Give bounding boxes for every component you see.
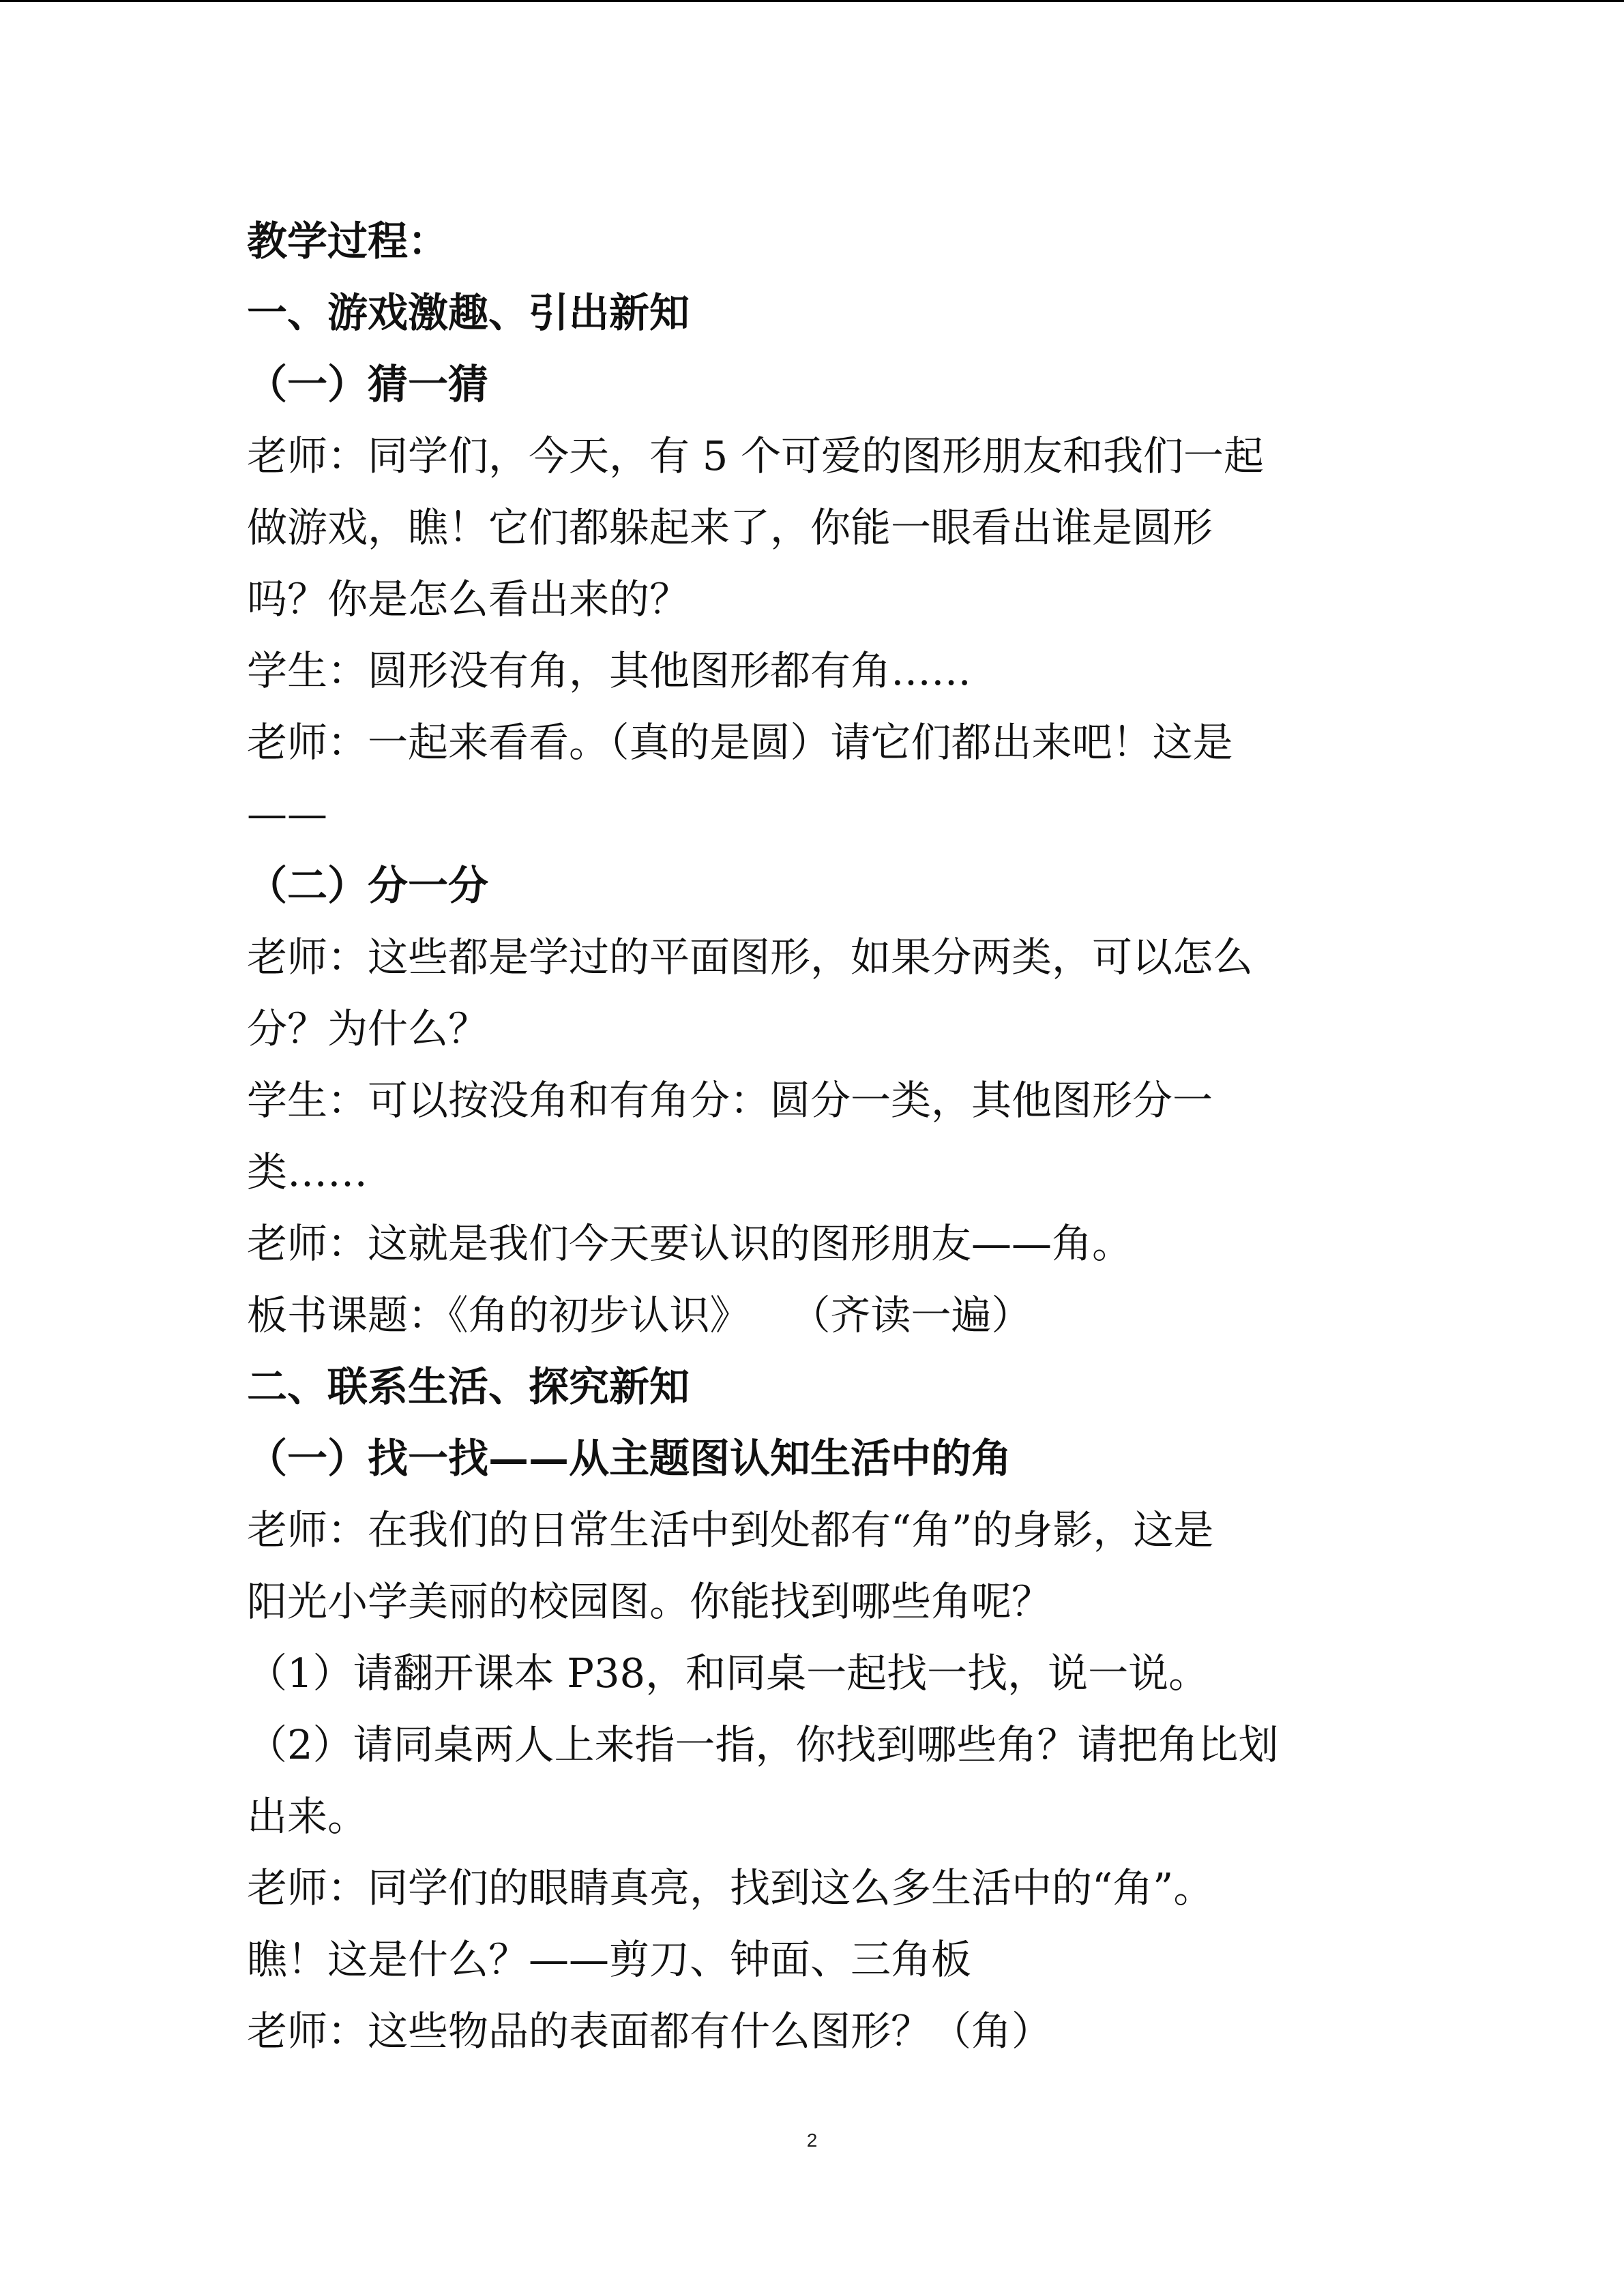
paragraph-line: 老师：同学们，今天，有 5 个可爱的图形朋友和我们一起 (247, 432, 1265, 479)
subsection-heading-classify: （二）分一分 (247, 862, 489, 909)
paragraph-line: 老师：这些物品的表面都有什么图形？（角） (247, 2008, 1052, 2055)
section-heading-2: 二、联系生活、探究新知 (247, 1363, 690, 1410)
paragraph-line: 老师：这些都是学过的平面图形，如果分两类，可以怎么 (247, 934, 1254, 981)
paragraph-line: 老师：在我们的日常生活中到处都有“角”的身影，这是 (247, 1506, 1214, 1553)
paragraph-line: 老师：一起来看看。（真的是圆）请它们都出来吧！这是 (247, 719, 1233, 766)
paragraph-line: 阳光小学美丽的校园图。你能找到哪些角呢？ (247, 1578, 1052, 1625)
paragraph-line: 瞧！这是什么？——剪刀、钟面、三角板 (247, 1936, 972, 1983)
paragraph-line: 学生：圆形没有角，其他图形都有角…… (247, 647, 972, 694)
paragraph-line: 学生：可以按没角和有角分：圆分一类，其他图形分一 (247, 1077, 1213, 1124)
paragraph-line: 板书课题：《角的初步认识》 （齐读一遍） (247, 1292, 1032, 1339)
paragraph-line: 老师：这就是我们今天要认识的图形朋友——角。 (247, 1220, 1133, 1267)
subsection-heading-guess: （一）猜一猜 (247, 361, 489, 408)
paragraph-line: 分？为什么？ (247, 1005, 489, 1052)
paragraph-line: —— (247, 790, 327, 837)
paragraph-line: 吗？你是怎么看出来的？ (247, 576, 690, 623)
paragraph-line: （2）请同桌两人上来指一指，你找到哪些角？请把角比划 (247, 1721, 1279, 1768)
paragraph-line: 出来。 (247, 1793, 368, 1840)
subsection-heading-find: （一）找一找——从主题图认知生活中的角 (247, 1435, 1012, 1482)
paragraph-line: 做游戏，瞧！它们都躲起来了，你能一眼看出谁是圆形 (247, 504, 1213, 551)
paragraph-line: 类…… (247, 1148, 368, 1195)
page-number: 2 (806, 2130, 818, 2151)
paragraph-line: （1）请翻开课本 P38，和同桌一起找一找，说一说。 (247, 1650, 1209, 1697)
document-body (247, 205, 1379, 2067)
section-heading-teaching-process: 教学过程： (247, 218, 449, 265)
paragraph-line: 老师：同学们的眼睛真亮，找到这么多生活中的“角”。 (247, 1864, 1214, 1911)
section-heading-1: 一、游戏激趣、引出新知 (247, 289, 690, 336)
